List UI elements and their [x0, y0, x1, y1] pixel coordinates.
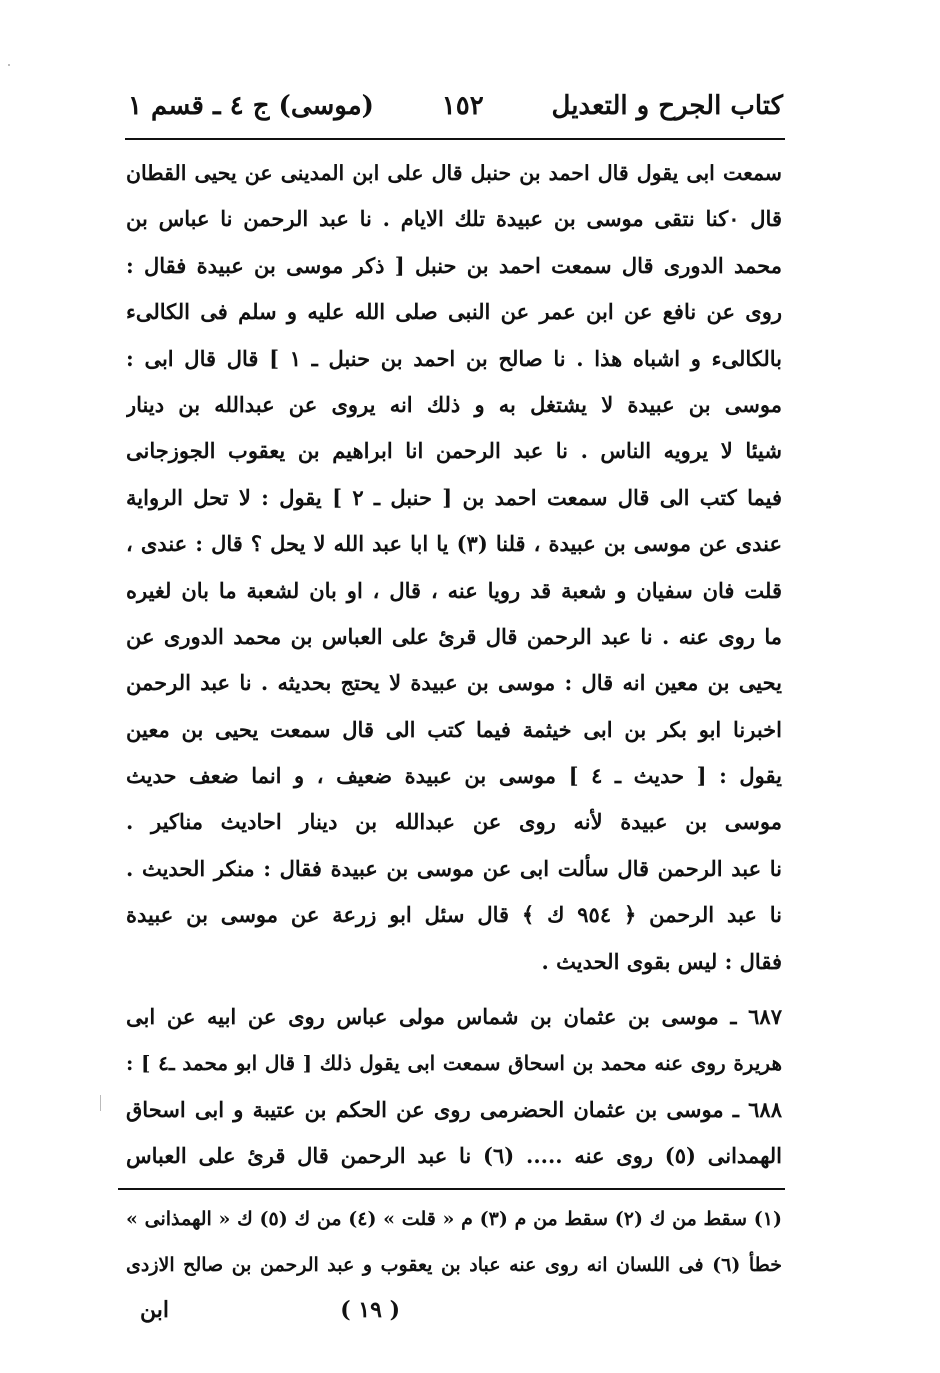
- text-line: قال ٠كنا نتقى موسى بن عبيدة تلك الايام . نا عبد الرحمن نا عباس بن: [126, 206, 782, 232]
- scan-speck: [8, 64, 10, 66]
- entry-688-line: ٦٨٨ ـ موسى بن عثمان الحضرمى روى عن الحكم بن عتيبة و ابى اسحاق: [126, 1096, 782, 1122]
- entry-687-line: ٦٨٧ ـ موسى بن عثمان بن شماس مولى عباس روى عن ابيه عن ابى: [126, 1004, 782, 1029]
- text-line: عندى عن موسى بن عبيدة ، قلنا (٣) يا ابا عبد الله لا يحل ؟ قال : عندى ،: [126, 531, 782, 557]
- footnote-line: (١) سقط من ك (٢) سقط من م (٣) م « قلت » (٤) من ك (٥) ك « الهمذانى »: [126, 1208, 782, 1230]
- page-footer: [140, 1288, 400, 1332]
- printer-signature: ( ١٩ ): [340, 1297, 400, 1323]
- running-head: [128, 78, 783, 134]
- text-line: فقال : ليس بقوى الحديث .: [541, 948, 782, 974]
- catchword: ابن: [140, 1297, 169, 1323]
- text-line: شيئا لا يرويه الناس . نا عبد الرحمن انا ابراهيم بن يعقوب الجوزجانى: [126, 438, 782, 464]
- text-line: يقول : [ حديث ـ ٤ ] موسى بن عبيدة ضعيف ، و انما ضعف حديث: [126, 763, 782, 789]
- text-line: موسى بن عبيدة لأنه روى عن عبدالله بن دينار احاديث مناكير .: [126, 809, 782, 835]
- text-line: بالكالىء و اشباه هذا . نا صالح بن احمد بن حنبل ـ ١ ] قال قال ابى :: [126, 345, 782, 371]
- entry-688-line: الهمدانى (٥) روى عنه ..... (٦) نا عبد الرحمن قال قرئ على العباس: [126, 1143, 782, 1169]
- text-line: موسى بن عبيدة لا يشتغل به و ذلك انه يروى عن عبدالله بن دينار: [126, 391, 782, 417]
- text-line: ما روى عنه . نا عبد الرحمن قال قرئ على العباس بن محمد الدورى عن: [126, 623, 782, 649]
- text-line: روى عن نافع عن ابن عمر عن النبى صلى الله عليه و سلم فى الكالىء: [126, 299, 782, 325]
- text-line: اخبرنا ابو بكر بن ابى خيثمة فيما كتب الى قال سمعت يحيى بن معين: [126, 716, 782, 742]
- main-text: [126, 150, 782, 985]
- footnotes: [126, 1196, 782, 1288]
- footnote-line: خطأ (٦) فى اللسان انه روى عنه عباد بن يعقوب و عبد الرحمن بن صالح الازدى: [126, 1254, 782, 1276]
- text-line: قلت فان سفيان و شعبة قد رويا عنه ، قال ، او بان لشعبة ما بان لغيره: [126, 577, 782, 603]
- text-line: محمد الدورى قال سمعت احمد بن حنبل [ ذكر موسى بن عبيدة فقال :: [126, 252, 782, 278]
- page-number: ١٥٢: [441, 91, 484, 121]
- header-rule: [125, 138, 785, 140]
- text-line: سمعت ابى يقول قال احمد بن حنبل قال على ابن المدينى عن يحيى القطان: [126, 161, 782, 185]
- volume-section: (موسى) ج ٤ ـ قسم ١: [128, 91, 374, 121]
- entry-687-line: هريرة روى عنه محمد بن اسحاق سمعت ابى يقول ذلك [ قال ابو محمد ـ٤ ] :: [126, 1051, 782, 1076]
- scan-speck: [100, 1095, 101, 1111]
- biography-entries: [126, 994, 782, 1180]
- footnote-rule: [118, 1188, 785, 1190]
- book-title: كتاب الجرح و التعديل: [551, 91, 783, 121]
- text-line: نا عبد الرحمن قال سألت ابى عن موسى بن عبيدة فقال : منكر الحديث .: [126, 855, 782, 881]
- text-line: فيما كتب الى قال سمعت احمد بن [ حنبل ـ ٢ ] يقول : لا تحل الرواية: [126, 484, 782, 510]
- text-line: نا عبد الرحمن ﴿ ٩٥٤ ك ﴾ قال سئل ابو زرعة عن موسى بن عبيدة: [126, 902, 782, 928]
- text-line: يحيى بن معين انه قال : موسى بن عبيدة لا يحتج بحديثه . نا عبد الرحمن: [126, 670, 782, 696]
